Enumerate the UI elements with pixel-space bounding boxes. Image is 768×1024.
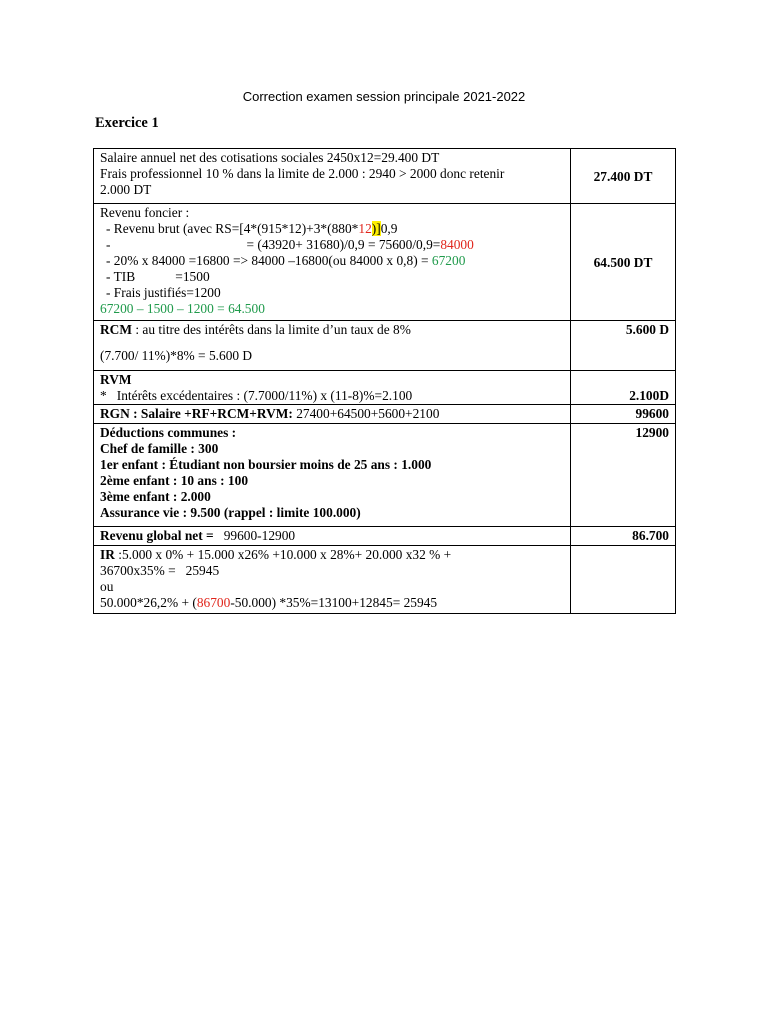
- rgn-cell: [94, 405, 571, 424]
- deduction-item: 3ème enfant : 2.000: [100, 489, 211, 504]
- rcm-label: RCM: [100, 322, 132, 337]
- table-row-rgn: [94, 405, 676, 424]
- table-row-land: [94, 204, 676, 321]
- correction-table: [93, 148, 676, 614]
- salary-cell: [94, 149, 571, 204]
- rcm-line-1: [100, 322, 565, 338]
- net-calc: 99600-12900: [213, 528, 296, 543]
- land-line-2b: = (43920+ 31680)/0,9 = 75600/0,9=: [246, 237, 441, 252]
- table-row-ir: [94, 546, 676, 614]
- ir-cell: [94, 546, 571, 614]
- ir-text-1: :5.000 x 0% + 15.000 x26% +10.000 x 28%+ 20.000 x32 % +: [114, 547, 452, 562]
- land-line-6: 67200 – 1500 – 1200 = 64.500: [100, 301, 265, 316]
- rgn-line: [100, 406, 565, 422]
- salary-line-1: Salaire annuel net des cotisations sociales 2450x12=29.400 DT: [100, 150, 440, 165]
- ir-line-1: [100, 547, 565, 563]
- ir-line-3: ou: [100, 579, 114, 594]
- ir-amount: [571, 546, 676, 614]
- salary-line-2: Frais professionnel 10 % dans la limite de 2.000 : 2940 > 2000 donc retenir: [100, 166, 505, 181]
- table-row-rcm: [94, 321, 676, 371]
- rcm-gap: [100, 338, 565, 348]
- net-cell: [94, 527, 571, 546]
- ir-label: IR: [100, 547, 115, 562]
- rcm-cell: [94, 321, 571, 371]
- deductions-amount: 12900: [571, 424, 676, 527]
- land-amount: 64.500 DT: [571, 204, 676, 321]
- rgn-amount: 99600: [571, 405, 676, 424]
- ir-line-4: [100, 595, 565, 611]
- land-line-2-red: 84000: [440, 237, 474, 252]
- page-title: Correction examen session principale 2021-2022: [242, 89, 526, 104]
- salary-amount: 27.400 DT: [571, 149, 676, 204]
- deductions-title: Déductions communes :: [100, 425, 237, 440]
- land-line-5: - Frais justifiés=1200: [106, 285, 221, 300]
- net-line: [100, 528, 565, 544]
- land-line-2: [100, 237, 565, 253]
- table-row-deductions: [94, 424, 676, 527]
- land-line-1b: 0,9: [380, 221, 398, 236]
- deduction-item: 1er enfant : Étudiant non boursier moins de 25 ans : 1.000: [100, 457, 432, 472]
- land-line-1-highlight: )]: [371, 221, 381, 236]
- table-row-salary: [94, 149, 676, 204]
- land-line-1: [100, 221, 565, 237]
- rcm-text: : au titre des intérêts dans la limite d’un taux de 8%: [131, 322, 411, 337]
- land-line-1a: - Revenu brut (avec RS=[4*(915*12)+3*(880*: [106, 221, 359, 236]
- ir-line-4b: -50.000) *35%=13100+12845= 25945: [230, 595, 438, 610]
- land-line-2a: -: [106, 237, 111, 252]
- rcm-calc: (7.700/ 11%)*8% = 5.600 D: [100, 348, 253, 363]
- deduction-item: Chef de famille : 300: [100, 441, 219, 456]
- ir-line-2: 36700x35% = 25945: [100, 563, 220, 578]
- ir-line-4-red: 86700: [196, 595, 231, 610]
- rgn-calc: 27400+64500+5600+2100: [292, 406, 440, 421]
- rvm-text: Intérêts excédentaires : (7.7000/11%) x (11-8)%=2.100: [116, 388, 413, 403]
- deduction-item: Assurance vie : 9.500 (rappel : limite 100.000): [100, 505, 361, 520]
- land-cell: [94, 204, 571, 321]
- deductions-cell: [94, 424, 571, 527]
- rvm-amount: 2.100D: [571, 371, 676, 405]
- rgn-label: RGN : Salaire +RF+RCM+RVM:: [100, 406, 293, 421]
- land-line-3a: - 20% x 84000 =16800 => 84000 –16800(ou 84000 x 0,8) =: [106, 253, 432, 268]
- land-line-4: - TIB =1500: [106, 269, 210, 284]
- exercise-title: Exercice 1: [95, 115, 159, 131]
- net-label: Revenu global net =: [100, 528, 214, 543]
- salary-line-3: 2.000 DT: [100, 182, 152, 197]
- deduction-item: 2ème enfant : 10 ans : 100: [100, 473, 249, 488]
- rvm-cell: [94, 371, 571, 405]
- rvm-bullet: *: [100, 388, 107, 403]
- rvm-label: RVM: [100, 372, 132, 387]
- land-line-1-red: 12: [358, 221, 372, 236]
- land-line-3-green: 67200: [431, 253, 466, 268]
- table-row-net: [94, 527, 676, 546]
- table-row-rvm: [94, 371, 676, 405]
- land-title: Revenu foncier :: [100, 205, 190, 220]
- rcm-amount: 5.600 D: [571, 321, 676, 371]
- net-amount: 86.700: [571, 527, 676, 546]
- rvm-line: [100, 388, 565, 404]
- land-line-3: [100, 253, 565, 269]
- ir-line-4a: 50.000*26,2% + (: [100, 595, 197, 610]
